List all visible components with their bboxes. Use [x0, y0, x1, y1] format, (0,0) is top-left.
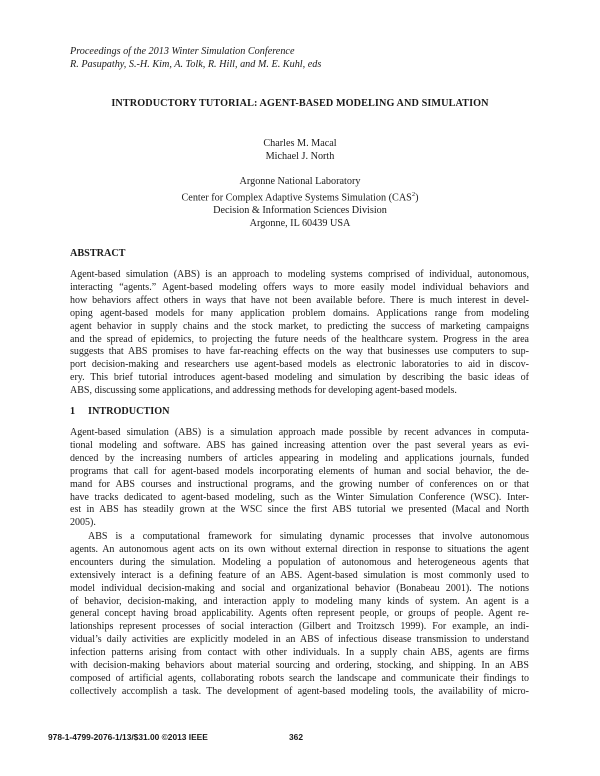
text-line: 2005). [70, 517, 96, 529]
text-line: Agent-based simulation (ABS) is an approach to modeling systems comprised of individual, autonomous, [70, 269, 529, 280]
affiliation-block [0, 175, 600, 230]
paper-title: INTRODUCTORY TUTORIAL: AGENT-BASED MODELING AND SIMULATION [111, 98, 489, 109]
text-line: and the spread of epidemics, to projecting the future needs of the healthcare system. Progress in the area [70, 333, 529, 345]
author-name: Charles M. Macal [263, 138, 337, 149]
text-line: agent behavior in supply chains and the stock market, to predicting the success of marketing campaigns [70, 320, 529, 332]
text-line: denced by the increasing numbers of articles appearing in modeling and applications journals, funded [70, 452, 529, 464]
text-line: port decision-making and researchers use agent-based models as electronic laboratories to aid in discov- [70, 359, 529, 371]
affiliation-center: Center for Complex Adaptive Systems Simulation (CAS$^2$) [181, 191, 419, 204]
affiliation-address: Argonne, IL 60439 USA [249, 218, 351, 230]
proceedings-title: Proceedings of the 2013 Winter Simulation Conference [70, 46, 295, 57]
text-line: infection patterns arising from contact with other individuals. In a supply chain ABS, agents are firms [70, 647, 529, 659]
text-line: lationships represent processes of social interaction (Gilbert and Troitzsch 1999). For example, an indi- [70, 621, 529, 633]
text-line: ery. This brief tutorial introduces agent-based modeling and simulation by describing the basic ideas of [70, 372, 529, 384]
text-line: vidual’s daily activities are explicitly modeled in an ABS of infectious disease transmission to understand [70, 634, 529, 646]
intro-paragraph-2 [70, 531, 529, 699]
text-line: ABS is a computational framework for simulating dynamic processes that involve autonomous [88, 531, 529, 542]
text-line: suggests that ABS promises to have far-reaching effects on the way that businesses use computers to sup- [70, 346, 529, 358]
text-line: programs that call for agent-based models incorporating elements of human and social behavior, the de- [70, 465, 529, 477]
text-line: of behavior, decision-making, and interaction apply to modeling many kinds of system. An agent is a [70, 595, 529, 607]
text-line: interacting “agents.” Agent-based modeling offers ways to more easily model individual behaviors and [70, 281, 529, 293]
affiliation-division: Decision & Information Sciences Division [213, 205, 387, 217]
text-line: agents. An autonomous agent acts on its own without external direction in response to situations the agent [70, 543, 529, 555]
section-heading-introduction [70, 406, 170, 417]
proceedings-editors: R. Pasupathy, S.-H. Kim, A. Tolk, R. Hill, and M. E. Kuhl, eds [70, 59, 322, 70]
text-line: collectively accomplish a task. The development of agent-based modeling tools, the availability of micro- [70, 685, 529, 697]
text-line: tional modeling and software. ABS has gained increasing attention over the past several years as evi- [70, 439, 529, 451]
intro-paragraph-1 [70, 427, 529, 530]
section-title: INTRODUCTION [88, 406, 170, 417]
text-line: general concept having broad applicability. Agents often represent people, or groups of people. Agent re- [70, 608, 529, 620]
page-number: 362 [289, 732, 303, 742]
text-line: with decision-making behaviors about material sourcing and ordering, stocking, and shipping. In an ABS [70, 660, 529, 672]
text-line: ABS, discussing some applications, and addressing methods for developing agent-based models. [70, 385, 457, 397]
text-line: Agent-based simulation (ABS) is a simulation approach made possible by recent advances in computa- [70, 427, 529, 438]
abstract-text [70, 269, 529, 398]
text-line: extensively interact is a defining feature of an ABS. Agent-based simulation is most commonly used to [70, 569, 529, 581]
abstract-heading: ABSTRACT [70, 248, 126, 259]
author-block [0, 137, 600, 163]
text-line: oping agent-based models for many application problem domains. Applications range from modeling [70, 307, 529, 319]
text-line: composed of artificial agents, collaborating robots search the landscape and communicate their findings to [70, 672, 529, 684]
text-line: mand for ABS courses and instructional programs, and the growing number of conferences on or that [70, 478, 529, 490]
text-line: est in ABS has steadily grown at the WSC since the first ABS tutorial we presented (Macal and North [70, 504, 529, 516]
text-line: model individual decision-making and social and organizational behavior (Bonabeau 2001). The notions [70, 582, 529, 594]
proceedings-header [70, 45, 321, 71]
text-line: encounters during the simulation. Modeling a population of autonomous and heterogeneous agents that [70, 556, 529, 568]
affiliation-lab: Argonne National Laboratory [239, 176, 361, 187]
section-number: 1 [70, 406, 76, 417]
author-name: Michael J. North [265, 151, 335, 162]
footer-isbn: 978-1-4799-2076-1/13/$31.00 ©2013 IEEE [48, 732, 208, 742]
text-line: have tracks dedicated to agent-based modeling, such as the Winter Simulation Conference (WSC). Inter- [70, 491, 529, 503]
text-line: how behaviors affect others in ways that have not been available before. There is much interest in devel- [70, 294, 529, 306]
